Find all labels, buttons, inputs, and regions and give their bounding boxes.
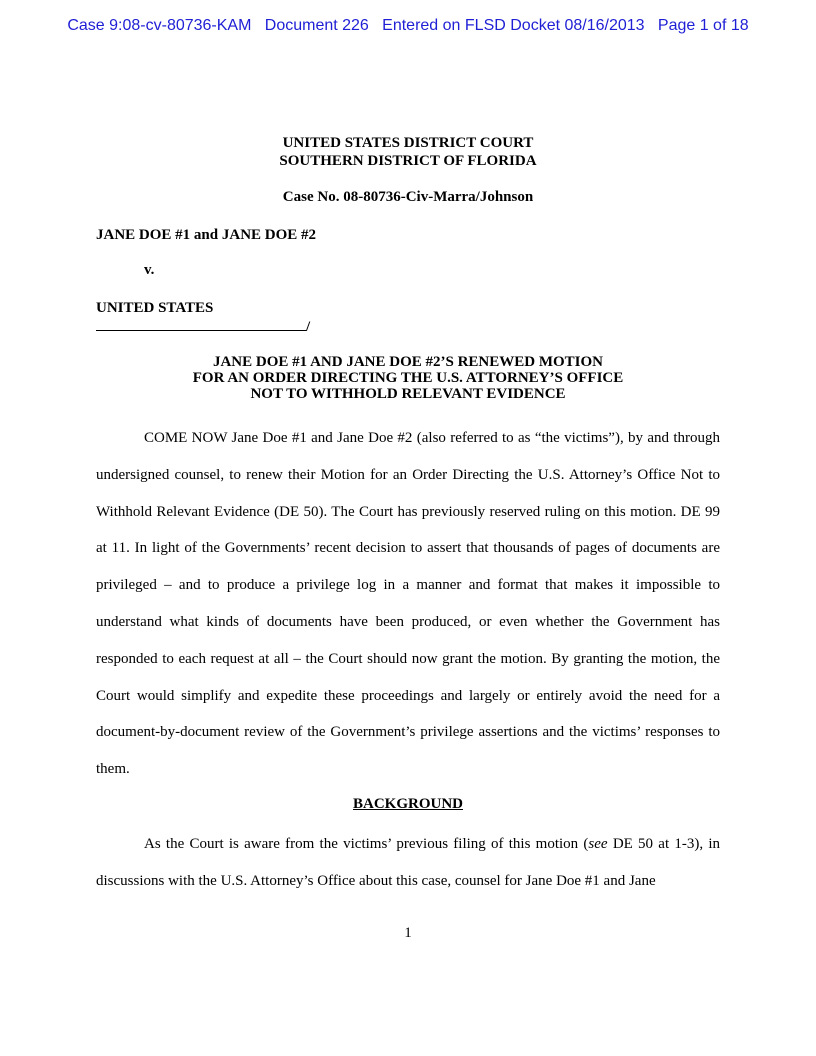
section-heading: BACKGROUND — [352, 796, 463, 812]
paragraph-background — [96, 826, 720, 900]
court-name-line1: UNITED STATES DISTRICT COURT — [282, 135, 534, 151]
docket-stamp: Case 9:08-cv-80736-KAM Document 226 Entered on FLSD Docket 08/16/2013 Page 1 of 18 — [67, 17, 749, 34]
caption-underline — [96, 318, 306, 331]
case-number: Case No. 08-80736-Civ-Marra/Johnson — [282, 189, 534, 205]
paragraph-background-text-2: DE 50 at 1-3), in discussions with the U.S. Attorney’s Office about this case, counsel for Jane Doe #1 and Jane — [96, 836, 720, 889]
motion-title-line1: JANE DOE #1 AND JANE DOE #2’S RENEWED MOTION — [212, 354, 604, 370]
page-number: 1 — [404, 925, 412, 941]
plaintiffs: JANE DOE #1 and JANE DOE #2 — [96, 227, 317, 243]
court-name — [0, 134, 816, 170]
caption-slash: / — [306, 319, 311, 335]
paragraph-background-text-1: As the Court is aware from the victims’ previous filing of this motion ( — [144, 836, 589, 852]
defendant: UNITED STATES — [96, 300, 214, 316]
paragraph-intro — [96, 420, 720, 788]
motion-title-line2: FOR AN ORDER DIRECTING THE U.S. ATTORNEY’S OFFICE — [192, 370, 624, 386]
versus: v. — [144, 262, 155, 278]
motion-title-line3: NOT TO WITHHOLD RELEVANT EVIDENCE — [250, 386, 566, 402]
paragraph-background-italic: see — [588, 836, 608, 852]
motion-title — [0, 354, 816, 402]
court-name-line2: SOUTHERN DISTRICT OF FLORIDA — [279, 153, 537, 169]
paragraph-intro-text: COME NOW Jane Doe #1 and Jane Doe #2 (also referred to as “the victims”), by and through undersigned counsel, to renew their Motion for an Order Directing the U.S. Attorney’s Office Not to Withhold Relevant Evidence (DE 50). The Court has previously reserved ruling on this motion. DE 99 at 11. In light of the Governments’ recent decision to assert that thousands of pages of documents are privileged – and to produce a privilege log in a manner and format that makes it impossible to understand what kinds of documents have been produced, or even whether the Government has responded to each request at all – the Court should now grant the motion. By granting the motion, the Court would simplify and expedite these proceedings and largely or entirely avoid the need for a document-by-document review of the Government’s privilege assertions and the victims’ responses to them. — [96, 430, 720, 778]
caption-rule — [96, 318, 310, 336]
